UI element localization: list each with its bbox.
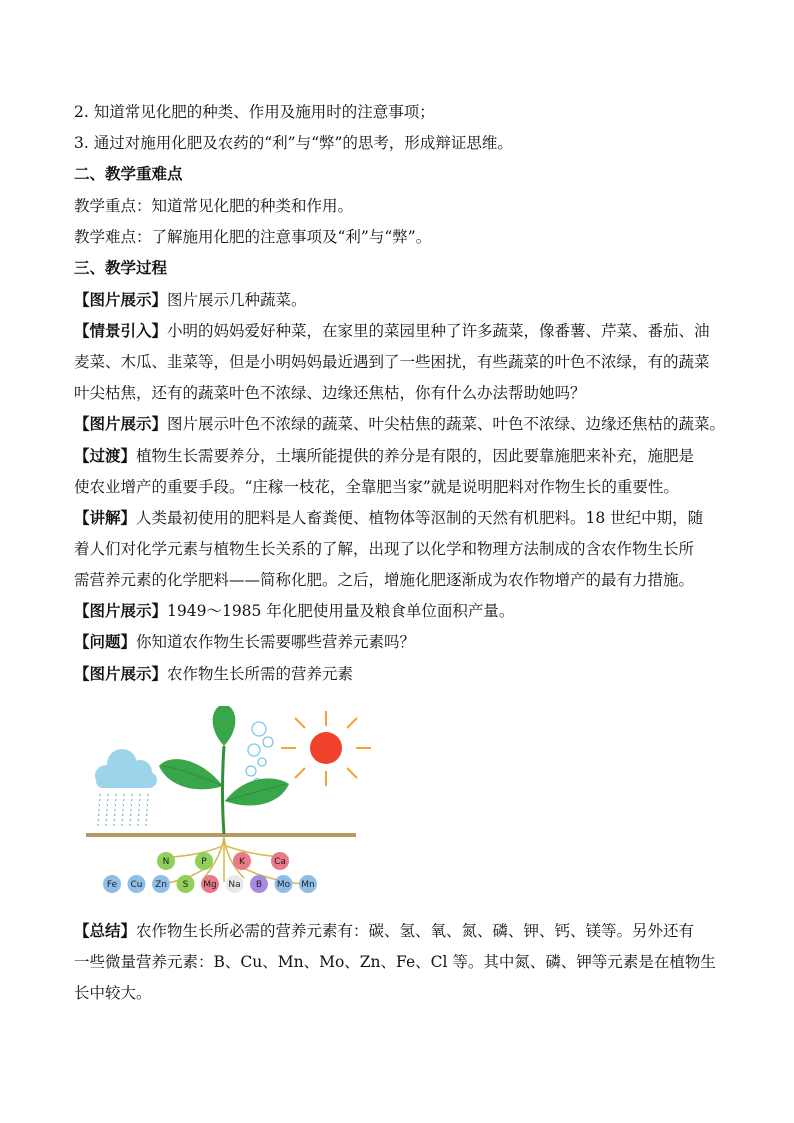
paragraph-picture-1 — [74, 289, 734, 311]
element-label-zn: Zn — [155, 880, 167, 890]
element-label-k: K — [239, 857, 245, 867]
key-point: 教学重点：知道常见化肥的种类和作用。 — [74, 197, 354, 215]
sun-icon — [310, 732, 342, 764]
section-heading-2: 二、教学重难点 — [74, 164, 183, 183]
paragraph-text: 农作物生长所需的营养元素 — [167, 665, 354, 683]
paragraph-summary-line-2: 一些微量营养元素：B、Cu、Mn、Mo、Zn、Fe、Cl 等。其中氮、磷、钾等元素是在植物生 — [74, 953, 716, 971]
paragraph-picture-3 — [74, 600, 734, 622]
leaf-left — [159, 759, 223, 789]
paragraph-text: 小明的妈妈爱好种菜，在家里的菜园里种了许多蔬菜，像番薯、芹菜、番茄、油 — [167, 322, 710, 340]
paragraph-tag: 【图片展示】 — [74, 664, 168, 683]
element-balls-top — [157, 852, 289, 870]
paragraph-scenario-line-3: 叶尖枯焦，还有的蔬菜叶色不浓绿、边缘还焦枯，你有什么办法帮助她吗？ — [74, 384, 586, 402]
paragraph-tag: 【图片展示】 — [74, 601, 168, 620]
element-label-p: P — [201, 857, 207, 867]
element-label-fe: Fe — [106, 880, 118, 890]
paragraph-lecture — [74, 507, 734, 529]
element-label-b: B — [255, 880, 263, 890]
paragraph-tag: 【问题】 — [74, 632, 137, 651]
paragraph-text: 植物生长需要养分，土壤所能提供的养分是有限的，因此要靠施肥来补充，施肥是 — [136, 447, 695, 465]
difficult-point: 教学难点：了解施用化肥的注意事项及“利”与“弊”。 — [74, 228, 432, 246]
paragraph-text: 图片展示几种蔬菜。 — [167, 291, 307, 309]
element-label-mo: Mo — [276, 880, 291, 890]
element-label-mg: Mg — [203, 880, 217, 890]
plant-nutrients-illustration — [84, 706, 374, 902]
leaf-top — [213, 706, 236, 746]
paragraph-text: 1949～1985 年化肥使用量及粮食单位面积产量。 — [167, 602, 515, 620]
paragraph-transition-line-2: 使农业增产的重要手段。“庄稼一枝花，全靠肥当家”就是说明肥料对作物生长的重要性。 — [74, 478, 679, 496]
paragraph-text: 你知道农作物生长需要哪些营养元素吗？ — [136, 633, 416, 651]
paragraph-tag: 【情景引入】 — [74, 321, 168, 340]
paragraph-tag: 【总结】 — [74, 921, 137, 940]
element-balls-bottom — [103, 875, 317, 893]
element-label-ca: Ca — [274, 857, 286, 867]
paragraph-summary-line-3: 长中较大。 — [74, 984, 152, 1002]
paragraph-tag: 【图片展示】 — [74, 290, 168, 309]
rain-icon — [98, 794, 148, 826]
element-label-n: N — [162, 857, 170, 867]
paragraph-picture-2 — [74, 413, 734, 435]
paragraph-text: 农作物生长所必需的营养元素有：碳、氢、氧、氮、磷、钾、钙、镁等。另外还有 — [136, 922, 695, 940]
section-heading-3: 三、教学过程 — [74, 258, 168, 277]
plant-stem — [223, 746, 225, 834]
paragraph-text: 图片展示叶色不浓绿的蔬菜、叶尖枯焦的蔬菜、叶色不浓绿、边缘还焦枯的蔬菜。 — [167, 415, 726, 433]
bubbles-icon — [246, 722, 273, 786]
objective-3: 3. 通过对施用化肥及农药的“利”与“弊”的思考，形成辩证思维。 — [74, 134, 513, 152]
paragraph-transition — [74, 445, 734, 467]
paragraph-scenario — [74, 320, 734, 342]
element-label-mn: Mn — [301, 880, 315, 890]
element-label-s: S — [182, 880, 189, 890]
paragraph-tag: 【讲解】 — [74, 508, 137, 527]
paragraph-summary — [74, 920, 734, 942]
paragraph-lecture-line-2: 着人们对化学元素与植物生长关系的了解，出现了以化学和物理方法制成的含农作物生长所 — [74, 540, 695, 558]
paragraph-tag: 【过渡】 — [74, 446, 137, 465]
element-label-na: Na — [228, 880, 241, 890]
paragraph-picture-4 — [74, 663, 734, 685]
paragraph-question — [74, 631, 734, 653]
soil-line — [86, 833, 356, 837]
cloud-icon — [95, 749, 157, 788]
element-label-cu: Cu — [130, 880, 143, 890]
paragraph-lecture-line-3: 需营养元素的化学肥料——简称化肥。之后，增施化肥逐渐成为农作物增产的最有力措施。 — [74, 571, 695, 589]
paragraph-scenario-line-2: 麦菜、木瓜、韭菜等，但是小明妈妈最近遇到了一些困扰，有些蔬菜的叶色不浓绿，有的蔬菜 — [74, 353, 710, 371]
paragraph-tag: 【图片展示】 — [74, 414, 168, 433]
paragraph-text: 人类最初使用的肥料是人畜粪便、植物体等沤制的天然有机肥料。18 世纪中期，随 — [136, 509, 704, 527]
objective-2: 2. 知道常见化肥的种类、作用及施用时的注意事项； — [74, 103, 435, 121]
